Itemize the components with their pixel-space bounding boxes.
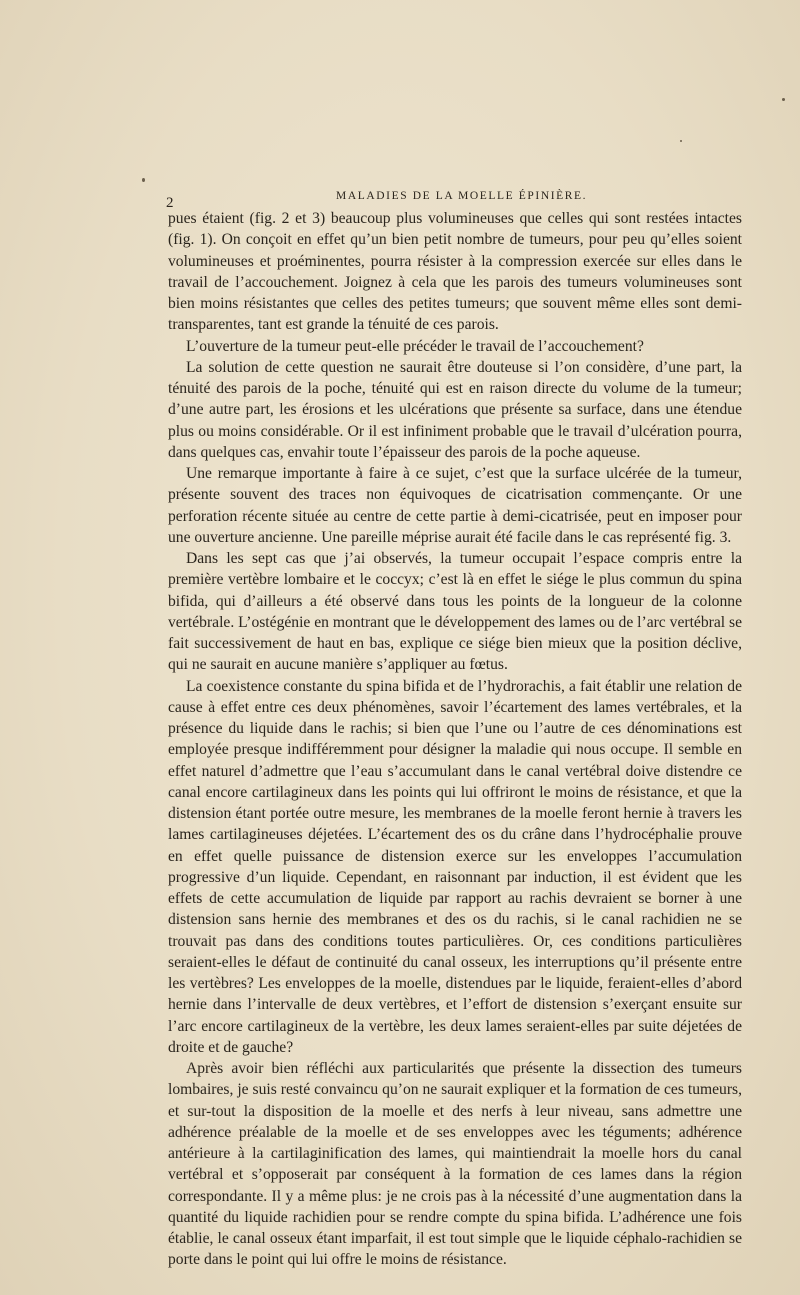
paragraph: Une remarque importante à faire à ce sujet, c’est que la surface ulcérée de la tumeur, présente souvent des traces non équivoques de cicatrisation commençante. Or une perforation récente située au centre de cette partie à demi-cicatrisée, peut en imposer pour une ouverture ancienne. Une pareille méprise aurait été facile dans le cas représenté fig. 3. [168,465,742,546]
paragraph: L’ouverture de la tumeur peut-elle précéder le travail de l’accouchement? [186,337,644,355]
page-number: 2 [166,195,174,211]
paragraph: Après avoir bien réfléchi aux particularités que présente la dissection des tumeurs lombaires, je suis resté convaincu qu’on ne saurait expliquer et la formation de ces tumeurs, et sur-tout la disposition de la moelle et des nerfs à leur niveau, sans admettre une adhérence préalable de la moelle et de ses enveloppes avec les téguments; adhérence antérieure à la cartilaginification des lames, qui maintiendrait la moelle hors du canal vertébral et s’opposerait par conséquent à la formation de ces lames dans la région correspondante. Il y a même plus: je ne crois pas à la nécessité d’une augmentation dans la quantité du liquide rachidien pour se rendre compte du spina bifida. L’adhérence une fois établie, le canal osseux étant imparfait, il est tout simple que le liquide céphalo-rachidien se porte dans le point qui lui offre le moins de résistance. [168,1060,742,1269]
body-text [168,208,742,1271]
paragraph: Dans les sept cas que j’ai observés, la tumeur occupait l’espace compris entre la première vertèbre lombaire et le coccyx; c’est là en effet le siége le plus commun du spina bifida, qui d’ailleurs a été observé dans tous les points de la longueur de la colonne vertébrale. L’ostégénie en montrant que le développement des lames ou de l’arc vertébral se fait successivement de haut en bas, explique ce siége bien mieux que la position déclive, qui ne saurait en aucune manière s’appliquer au fœtus. [168,550,742,674]
paragraph: La coexistence constante du spina bifida et de l’hydrorachis, a fait établir une relation de cause à effet entre ces deux phénomènes, savoir l’écartement des lames vertébrales, et la présence du liquide dans le rachis; si bien que l’une ou l’autre de ces dénominations est employée presque indifféremment pour désigner la maladie qui nous occupe. Il semble en effet naturel d’admettre que l’eau s’accumulant dans le canal vertébral doive distendre ce canal encore cartilagineux dans les points qui lui offriront le moins de résistance, et que la distension étant portée outre mesure, les membranes de la moelle feront hernie à travers les lames cartilagineuses déjetées. L’écartement des os du crâne dans l’hydrocéphalie prouve en effet quelle puissance de distension exerce sur les enveloppes l’accumulation progressive d’un liquide. Cependant, en raisonnant par induction, il est évident que les effets de cette accumulation de liquide par rapport au rachis devraient se borner à une distension sans hernie des membranes et des os du rachis, si le canal rachidien ne se trouvait pas dans des conditions toutes particulières. Or, ces conditions particulières seraient-elles le défaut de continuité du canal osseux, les interruptions qu’il présente entre les vertèbres? Les enveloppes de la moelle, distendues par le liquide, feraient-elles d’abord hernie dans l’intervalle de deux vertèbres, et l’effort de distension s’exerçant ensuite sur l’arc encore cartilagineux de la vertèbre, les deux lames seraient-elles par suite déjetées de droite et de gauche? [168,677,742,1056]
running-head: MALADIES DE LA MOELLE ÉPINIÈRE. [336,190,588,202]
paragraph: pues étaient (fig. 2 et 3) beaucoup plus volumineuses que celles qui sont restées intactes (fig. 1). On conçoit en effet qu’un bien petit nombre de tumeurs, pour peu qu’elles soient volumineuses et proéminentes, pourra résister à la compression exercée sur elles dans le travail de l’accouchement. Joignez à cela que les parois des tumeurs volumineuses sont bien moins résistantes que celles des petites tumeurs; que souvent même elles sont demi-transparentes, tant est grande la ténuité de ces parois. [168,210,742,334]
paragraph: La solution de cette question ne saurait être douteuse si l’on considère, d’une part, la ténuité des parois de la poche, ténuité qui est en raison directe du volume de la tumeur; d’une autre part, les érosions et les ulcérations que présente sa surface, dans une étendue plus ou moins considérable. Or il est infiniment probable que le travail d’ulcération pourra, dans quelques cas, envahir toute l’épaisseur des parois de la poche aqueuse. [168,358,742,461]
ink-speck [680,140,682,142]
ink-speck [142,178,145,182]
ink-speck [782,98,785,101]
